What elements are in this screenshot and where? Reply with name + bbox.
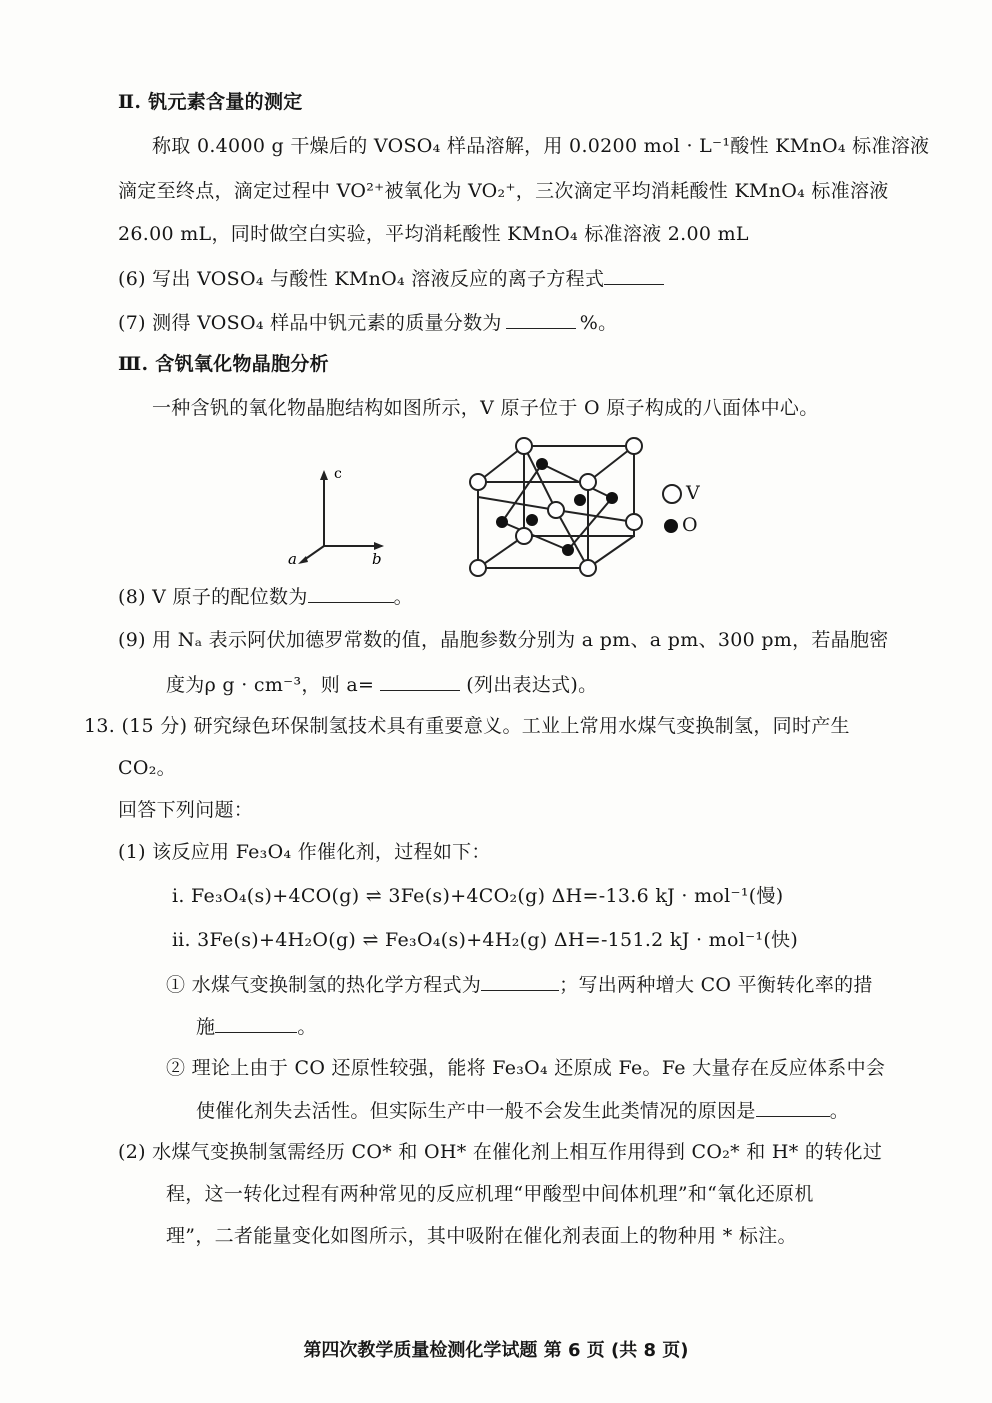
crystal-cell-diagram bbox=[462, 432, 652, 582]
section-2-heading: Ⅱ. 钒元素含量的测定 bbox=[118, 91, 303, 113]
sub-question-1-line-2: 施 。 bbox=[196, 1016, 317, 1038]
question-9-line-1: (9) 用 Nₐ 表示阿伏加德罗常数的值，晶胞参数分别为 a pm、a pm、300 pm，若晶胞密 bbox=[118, 629, 889, 651]
legend-v: V bbox=[662, 482, 700, 504]
o-atom bbox=[562, 544, 574, 556]
reaction-i: ⅰ. Fe₃O₄(s)+4CO(g) ⇌ 3Fe(s)+4CO₂(g) ΔH=-13.6 kJ · mol⁻¹(慢) bbox=[172, 885, 784, 907]
v-atom bbox=[470, 560, 486, 576]
page-footer: 第四次教学质量检测化学试题 第 6 页 (共 8 页) bbox=[303, 1340, 689, 1361]
question-13-line-1: 13. (15 分) 研究绿色环保制氢技术具有重要意义。工业上常用水煤气变换制氢，同时产生 bbox=[84, 715, 850, 737]
v-atom bbox=[516, 528, 532, 544]
answer-blank-6[interactable] bbox=[604, 266, 664, 285]
answer-blank-13-2[interactable] bbox=[756, 1098, 830, 1117]
v-atom bbox=[516, 438, 532, 454]
section-2-paragraph-line-1: 称取 0.4000 g 干燥后的 VOSO₄ 样品溶解，用 0.0200 mol · L⁻¹酸性 KMnO₄ 标准溶液 bbox=[152, 135, 930, 157]
o-atom bbox=[536, 458, 548, 470]
v-atom bbox=[626, 514, 642, 530]
o-atom bbox=[606, 492, 618, 504]
sub-question-2-line-1: ② 理论上由于 CO 还原性较强，能将 Fe₃O₄ 还原成 Fe。Fe 大量存在反应体系中会 bbox=[166, 1057, 886, 1079]
answer-blank-13-1b[interactable] bbox=[215, 1014, 297, 1033]
question-7: (7) 测得 VOSO₄ 样品中钒元素的质量分数为 %。 bbox=[118, 312, 618, 334]
section-2-paragraph-line-3: 26.00 mL，同时做空白实验，平均消耗酸性 KMnO₄ 标准溶液 2.00 mL bbox=[118, 223, 749, 245]
answer-blank-8[interactable] bbox=[308, 584, 394, 603]
question-13-prompt: 回答下列问题： bbox=[118, 799, 254, 821]
answer-blank-7[interactable] bbox=[506, 310, 576, 329]
sub-question-1-line-1: ① 水煤气变换制氢的热化学方程式为 ；写出两种增大 CO 平衡转化率的措 bbox=[166, 974, 873, 996]
question-9-line-2: 度为ρ g · cm⁻³，则 a= (列出表达式)。 bbox=[166, 674, 598, 696]
question-6: (6) 写出 VOSO₄ 与酸性 KMnO₄ 溶液反应的离子方程式 bbox=[118, 266, 664, 291]
answer-blank-13-1a[interactable] bbox=[481, 972, 559, 991]
question-13-part-2-line-3: 理”，二者能量变化如图所示，其中吸附在催化剂表面上的物种用 * 标注。 bbox=[166, 1225, 797, 1247]
v-atom bbox=[580, 474, 596, 490]
open-circle-icon bbox=[662, 484, 682, 504]
question-13-part-1: (1) 该反应用 Fe₃O₄ 作催化剂，过程如下： bbox=[118, 841, 491, 863]
question-13-part-2-line-2: 程，这一转化过程有两种常见的反应机理“甲酸型中间体机理”和“氧化还原机 bbox=[166, 1183, 814, 1205]
v-atom bbox=[548, 502, 564, 518]
o-atom bbox=[574, 494, 586, 506]
o-atom bbox=[496, 516, 508, 528]
question-13-line-2: CO₂。 bbox=[118, 757, 176, 779]
legend-o: O bbox=[664, 514, 698, 536]
axis-b-label: b bbox=[372, 550, 382, 568]
axis-a-label: a bbox=[288, 550, 297, 568]
sub-question-2-line-2: 使催化剂失去活性。但实际生产中一般不会发生此类情况的原因是 。 bbox=[196, 1100, 850, 1122]
section-3-paragraph: 一种含钒的氧化物晶胞结构如图所示，V 原子位于 O 原子构成的八面体中心。 bbox=[152, 397, 819, 419]
question-8: (8) V 原子的配位数为 。 bbox=[118, 586, 413, 608]
section-2-paragraph-line-2: 滴定至终点，滴定过程中 VO²⁺被氧化为 VO₂⁺，三次滴定平均消耗酸性 KMnO₄ 标准溶液 bbox=[118, 180, 889, 202]
v-atom bbox=[580, 560, 596, 576]
v-atom bbox=[470, 474, 486, 490]
v-atom bbox=[626, 438, 642, 454]
o-atom bbox=[526, 514, 538, 526]
reaction-ii: ⅱ. 3Fe(s)+4H₂O(g) ⇌ Fe₃O₄(s)+4H₂(g) ΔH=-151.2 kJ · mol⁻¹(快) bbox=[172, 929, 799, 951]
section-3-heading: Ⅲ. 含钒氧化物晶胞分析 bbox=[118, 353, 329, 375]
axis-c-label: c bbox=[334, 466, 342, 482]
question-13-part-2-line-1: (2) 水煤气变换制氢需经历 CO* 和 OH* 在催化剂上相互作用得到 CO₂* 和 H* 的转化过 bbox=[118, 1141, 883, 1163]
filled-circle-icon bbox=[664, 519, 678, 533]
axis-diagram bbox=[280, 460, 390, 570]
answer-blank-9[interactable] bbox=[380, 672, 460, 691]
